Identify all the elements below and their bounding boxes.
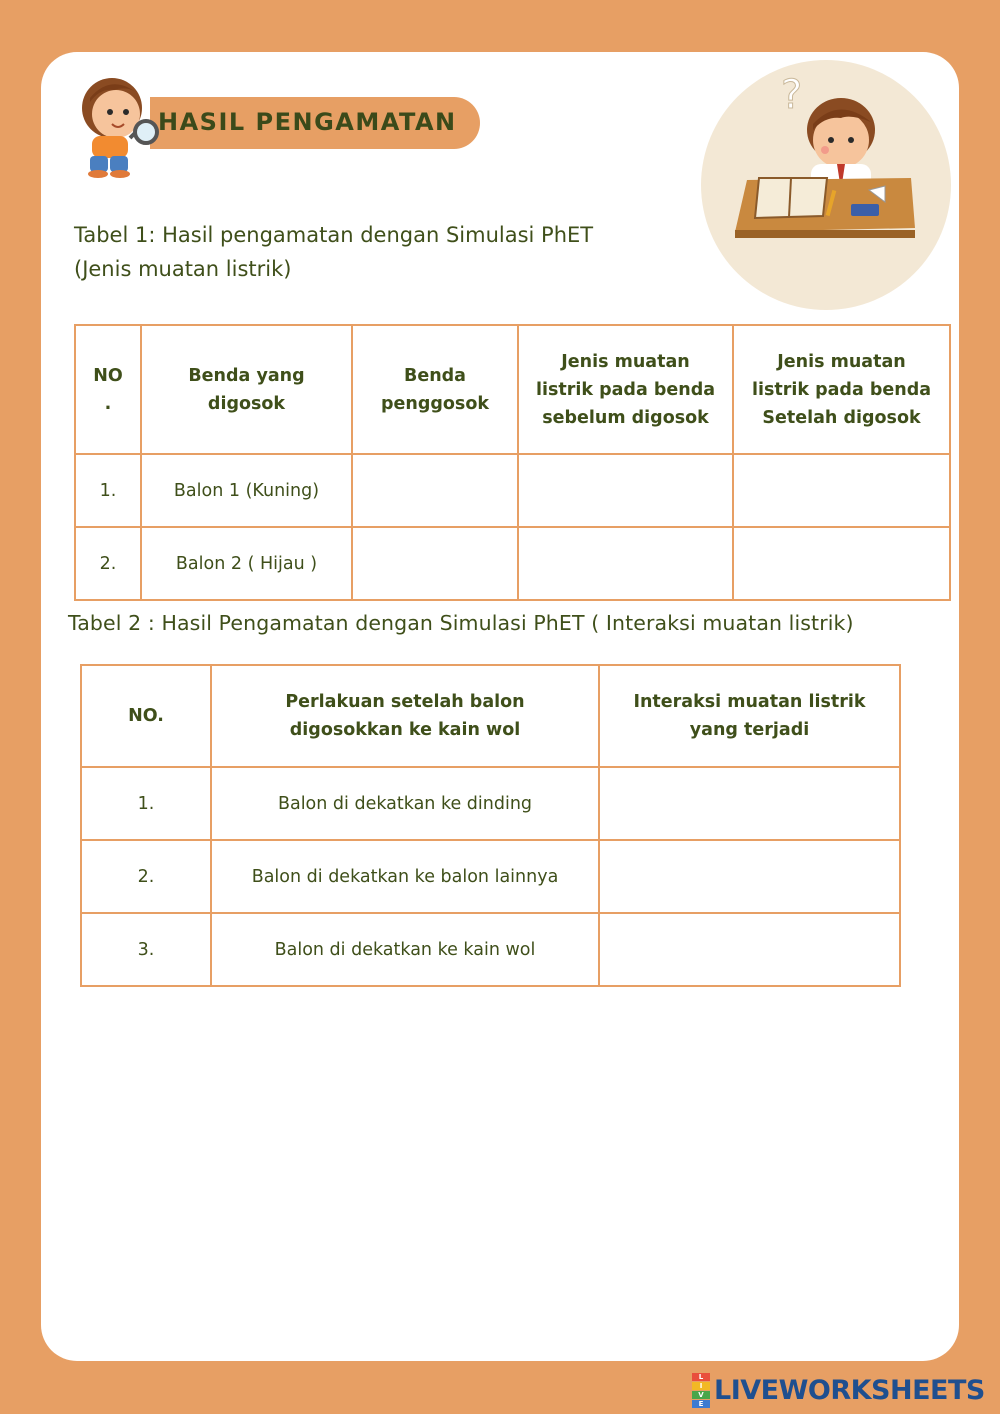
cell-no: 1. — [81, 767, 211, 840]
table-header-row — [81, 665, 900, 767]
cell-setelah-input[interactable] — [733, 454, 950, 527]
liveworksheets-logo — [692, 1372, 985, 1408]
cell-perlakuan: Balon di dekatkan ke kain wol — [211, 913, 599, 986]
table-row — [81, 840, 900, 913]
header-muatan-setelah: Jenis muatan listrik pada benda Setelah digosok — [733, 325, 950, 454]
header-interaksi: Interaksi muatan listrik yang terjadi — [599, 665, 900, 767]
table-interaksi-muatan — [80, 664, 901, 987]
cell-sebelum-input[interactable] — [518, 527, 733, 600]
table-header-row — [75, 325, 950, 454]
brand-letter: I — [692, 1382, 710, 1390]
cell-perlakuan: Balon di dekatkan ke balon lainnya — [211, 840, 599, 913]
cell-penggosok-input[interactable] — [352, 454, 518, 527]
cell-interaksi-input[interactable] — [599, 913, 900, 986]
table-row — [75, 527, 950, 600]
table-row — [75, 454, 950, 527]
table2-caption: Tabel 2 : Hasil Pengamatan dengan Simulasi PhET ( Interaksi muatan listrik) — [68, 611, 854, 635]
table-row — [81, 913, 900, 986]
brand-letter: V — [692, 1391, 710, 1399]
cell-benda: Balon 1 (Kuning) — [141, 454, 352, 527]
table-jenis-muatan — [74, 324, 951, 601]
cell-no: 2. — [81, 840, 211, 913]
brand-name: LIVEWORKSHEETS — [714, 1374, 985, 1406]
table-row — [81, 767, 900, 840]
cell-interaksi-input[interactable] — [599, 767, 900, 840]
table1-caption-line2: (Jenis muatan listrik) — [74, 257, 292, 281]
header-muatan-sebelum: Jenis muatan listrik pada benda sebelum digosok — [518, 325, 733, 454]
kid-reading-illustration — [701, 60, 951, 310]
brand-letter: E — [692, 1400, 710, 1408]
header-no: NO . — [75, 325, 141, 454]
header-benda-digosok: Benda yang digosok — [141, 325, 352, 454]
header-perlakuan: Perlakuan setelah balon digosokkan ke kain wol — [211, 665, 599, 767]
cell-perlakuan: Balon di dekatkan ke dinding — [211, 767, 599, 840]
cell-sebelum-input[interactable] — [518, 454, 733, 527]
cell-benda: Balon 2 ( Hijau ) — [141, 527, 352, 600]
page-title: HASIL PENGAMATAN — [158, 108, 457, 136]
header-no: NO. — [81, 665, 211, 767]
brand-letter-stack — [692, 1372, 710, 1408]
cell-no: 1. — [75, 454, 141, 527]
cell-penggosok-input[interactable] — [352, 527, 518, 600]
svg-text:?: ? — [781, 72, 803, 118]
cell-setelah-input[interactable] — [733, 527, 950, 600]
cell-no: 3. — [81, 913, 211, 986]
cell-interaksi-input[interactable] — [599, 840, 900, 913]
kid-with-magnifier-illustration — [70, 68, 170, 180]
table1-caption-line1: Tabel 1: Hasil pengamatan dengan Simulasi PhET — [74, 223, 594, 247]
cell-no: 2. — [75, 527, 141, 600]
header-benda-penggosok: Benda penggosok — [352, 325, 518, 454]
brand-letter: L — [692, 1373, 710, 1381]
